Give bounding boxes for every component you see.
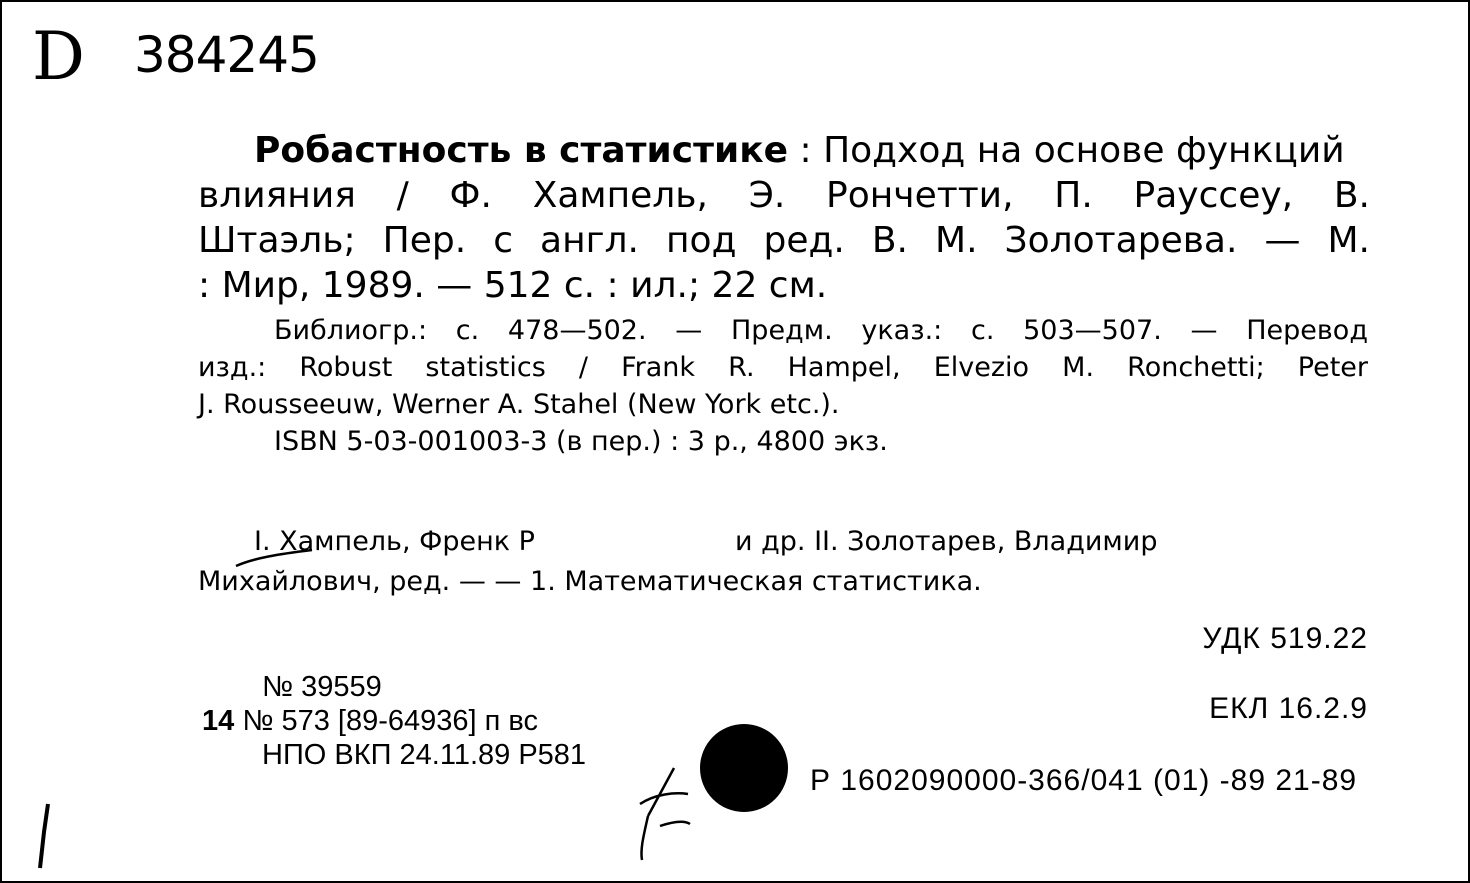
tracing-author: I. Хампель, Френк Р <box>254 526 535 557</box>
main-entry-line-1 <box>198 128 1370 173</box>
imprint <box>202 670 586 772</box>
ekl-index: ЕКЛ 16.2.9 <box>1209 692 1368 725</box>
bbk-code: Р 1602090000-366/041 (01) -89 21-89 <box>810 764 1358 797</box>
handwritten-mark-icon <box>630 764 700 864</box>
main-entry-line-4: : Мир, 1989. — 512 с. : ил.; 22 см. <box>198 265 828 306</box>
book-title: Робастность в статистике <box>254 130 789 171</box>
slash-mark-icon <box>30 802 60 872</box>
call-number: 384245 <box>134 26 319 84</box>
call-letter: D <box>32 18 85 95</box>
main-entry-line-3: Штаэль; Пер. с англ. под ред. В. М. Золотарева. — М. <box>198 220 1370 261</box>
notes <box>198 312 1368 460</box>
tracings-line-2: Михайлович, ред. — — 1. Математическая статистика. <box>198 566 982 597</box>
strike-through-mark <box>234 540 314 570</box>
imprint-line-1: № 39559 <box>262 671 382 703</box>
imprint-prefix: 14 <box>202 705 235 737</box>
tracings-line-1 <box>198 522 1370 562</box>
notes-line-2: изд.: Robust statistics / Frank R. Hampel, Elvezio M. Ronchetti; Peter <box>198 352 1368 383</box>
imprint-line-2: 14 № 573 [89-64936] п вс <box>202 705 539 737</box>
imprint-line-3: НПО ВКП 24.11.89 Р581 <box>262 739 587 771</box>
main-entry <box>198 128 1370 308</box>
notes-line-3: J. Rousseeuw, Werner A. Stahel (New York etc.). <box>198 389 840 420</box>
main-entry-line-2: влияния / Ф. Хампель, Э. Рончетти, П. Рауссеу, В. <box>198 175 1370 216</box>
notes-line-1: Библиогр.: с. 478—502. — Предм. указ.: с. 503—507. — Перевод <box>274 315 1368 346</box>
filled-circle-icon <box>700 724 788 812</box>
tracing-editor: и др. II. Золотарев, Владимир <box>734 526 1158 557</box>
subtitle: : Подход на основе функций <box>788 130 1345 171</box>
isbn: ISBN 5-03-001003-3 (в пер.) : 3 р., 4800 экз. <box>274 426 888 457</box>
udk-index: УДК 519.22 <box>1202 622 1368 655</box>
tracings <box>198 522 1370 602</box>
